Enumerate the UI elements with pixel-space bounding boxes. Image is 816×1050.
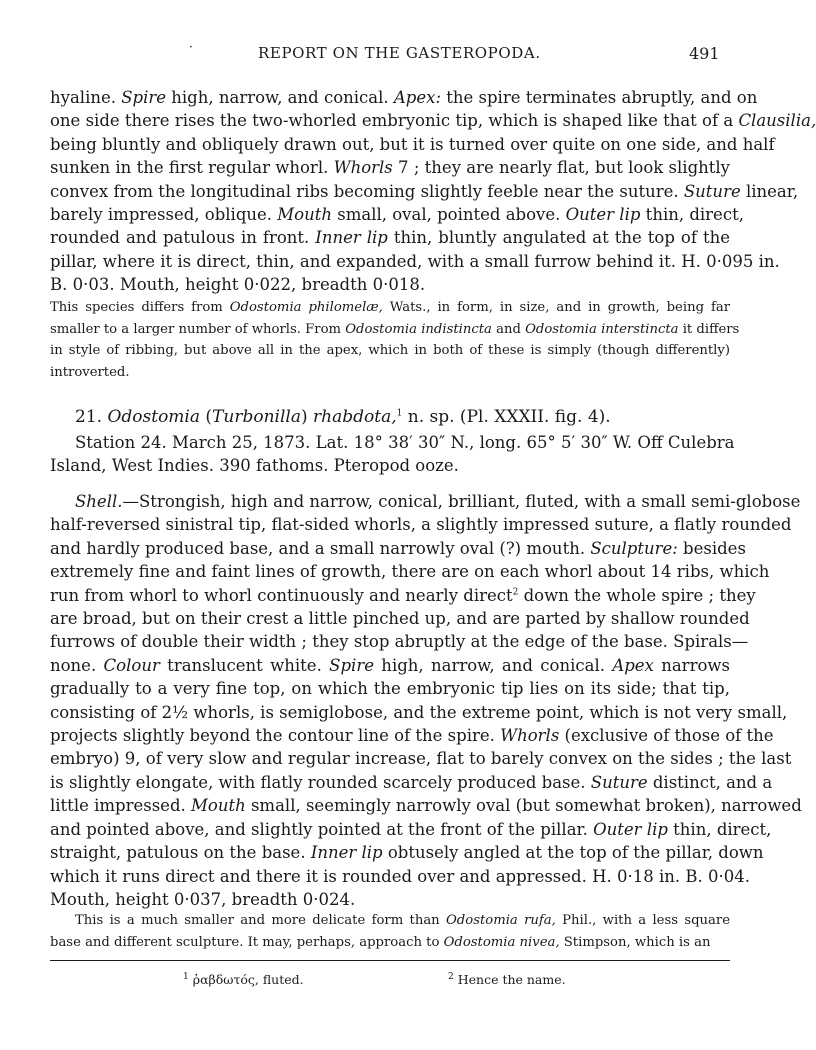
italic-run: Inner lip <box>315 228 388 248</box>
text-line <box>50 454 730 477</box>
text-run: Stimpson, which is an <box>559 934 711 950</box>
text-run: besides <box>677 538 746 558</box>
text-run: Station 24. March 25, 1873. Lat. 18° 38′ 30″ N., long. 65° 5′ 30″ W. Off Culebra <box>75 433 735 452</box>
text-line <box>50 654 730 677</box>
text-run: is slightly elongate, with flatly rounded scarcely produced base. <box>50 772 591 792</box>
comparison-note-2 <box>50 910 730 953</box>
text-run: hyaline. <box>50 88 122 107</box>
text-run: thin, direct, <box>667 819 772 839</box>
text-run: base and different sculpture. It may, perhaps, approach to <box>50 934 444 950</box>
text-run: half-reversed sinistral tip, flat-sided whorls, a slightly impressed suture, a flatly rounded <box>50 515 792 535</box>
text-line <box>50 888 730 911</box>
italic-run: Odostomia <box>107 407 200 427</box>
text-line <box>50 932 730 954</box>
text-run: down the whole spire ; they <box>518 585 756 605</box>
text-run: thin, bluntly angulated at the top of the <box>387 228 730 248</box>
text-run: and <box>491 321 526 337</box>
text-line <box>50 490 801 513</box>
text-line <box>50 584 756 607</box>
text-line <box>50 362 730 384</box>
text-run: thin, direct, <box>640 205 744 225</box>
text-run: convex from the longitudinal ribs becoming slightly feeble near the suture. <box>50 181 684 201</box>
text-run: consisting of 2½ whorls, is semiglobose, and the extreme point, which is not very small, <box>50 702 788 722</box>
text-run: translucent white. <box>159 655 330 675</box>
text-line <box>50 319 740 341</box>
footnote-ref: 2 <box>512 587 519 598</box>
italic-run: Whorls <box>500 726 560 746</box>
italic-run: Apex <box>612 655 654 675</box>
text-line <box>50 109 816 132</box>
text-run: projects slightly beyond the contour line of the spire. <box>50 726 501 746</box>
text-line <box>50 156 730 179</box>
footnote-ref: 1 <box>396 408 403 419</box>
italic-run: Mouth <box>191 796 246 816</box>
footnote-2 <box>448 972 566 987</box>
text-run: small, seemingly narrowly oval (but somewhat broken), narrowed <box>245 796 802 816</box>
text-run: and pointed above, and slightly pointed at the front of the pillar. <box>50 819 594 839</box>
italic-run: Inner lip <box>310 843 383 863</box>
italic-run: Odostomia nivea, <box>443 934 560 950</box>
text-line <box>50 226 730 249</box>
italic-run: Suture <box>590 772 648 792</box>
footnote-rule <box>50 960 730 961</box>
italic-run: Apex: <box>393 88 441 107</box>
text-line <box>50 818 772 841</box>
text-run: one side there rises the two-whorled embryonic tip, which is shaped like that of a <box>50 111 739 131</box>
text-line <box>75 406 730 429</box>
text-line <box>50 841 764 864</box>
text-run: in style of ribbing, but above all in the apex, which in both of these is simply (though differently) <box>50 343 730 358</box>
text-run: This species differs from <box>50 300 230 315</box>
text-run: high, narrow, and conical. <box>373 655 613 675</box>
text-line <box>50 133 775 156</box>
text-run: little impressed. <box>50 796 191 816</box>
italic-run: Clausilia, <box>738 111 816 131</box>
italic-run: Sculpture: <box>590 538 678 558</box>
text-run: distinct, and a <box>647 772 773 792</box>
text-run: high, narrow, and conical. <box>166 88 394 107</box>
text-run: linear, <box>740 181 799 201</box>
text-run: extremely fine and faint lines of growth, there are on each whorl about 14 ribs, which <box>50 562 770 582</box>
text-run: run from whorl to whorl continuously and nearly direct <box>50 585 513 605</box>
text-line <box>50 910 730 932</box>
italic-run: Shell. <box>75 492 123 511</box>
italic-run: Colour <box>103 655 160 675</box>
text-line <box>50 250 780 273</box>
text-run: and hardly produced base, and a small narrowly oval (?) mouth. <box>50 538 591 558</box>
page-number: 491 <box>689 44 720 63</box>
text-line <box>50 630 749 653</box>
text-run: small, oval, pointed above. <box>332 205 566 225</box>
text-line <box>50 747 792 770</box>
italic-run: Suture <box>683 181 741 201</box>
text-run: straight, patulous on the base. <box>50 843 311 863</box>
footnote-2-text: Hence the name. <box>457 972 566 987</box>
text-line <box>50 203 744 226</box>
text-run: ) <box>300 407 314 427</box>
text-line <box>50 431 735 454</box>
text-run: —Strongish, high and narrow, conical, brilliant, fluted, with a small semi-globose <box>122 492 801 511</box>
text-run: it differs <box>678 321 740 337</box>
shell-description <box>50 490 802 911</box>
text-run: none. <box>50 655 104 675</box>
text-run: ( <box>200 407 213 427</box>
text-run: n. sp. (Pl. XXXII. fig. 4). <box>402 407 611 427</box>
text-run: which it runs direct and there it is rounded over and appressed. H. 0·18 in. B. 0·04. <box>50 866 750 886</box>
text-run: Mouth, height 0·037, breadth 0·024. <box>50 889 356 909</box>
text-line <box>50 560 770 583</box>
italic-run: rhabdota, <box>313 407 397 427</box>
italic-run: Odostomia rufa, <box>446 913 556 928</box>
text-run: Phil., with a less square <box>555 913 730 928</box>
text-line <box>50 677 730 700</box>
footnote-1 <box>183 972 304 987</box>
text-run: sunken in the first regular whorl. <box>50 158 334 178</box>
text-line <box>50 701 788 724</box>
running-head: REPORT ON THE GASTEROPODA. <box>258 44 541 62</box>
italic-run: Odostomia indistincta <box>345 321 492 337</box>
text-run: barely impressed, oblique. <box>50 205 278 225</box>
text-run: narrows <box>653 655 730 675</box>
text-line <box>50 607 750 630</box>
description-paragraph <box>50 86 816 297</box>
text-line <box>50 794 802 817</box>
italic-run: Outer lip <box>593 819 668 839</box>
footnote-2-mark: 2 <box>448 971 454 982</box>
italic-run: Outer lip <box>565 205 641 225</box>
text-run: B. 0·03. Mouth, height 0·022, breadth 0·018. <box>50 275 426 295</box>
text-line <box>50 865 750 888</box>
text-run: pillar, where it is direct, thin, and expanded, with a small furrow behind it. H. 0·095 in. <box>50 251 780 271</box>
italic-run: Odostomia philomelæ, <box>229 300 383 315</box>
text-line <box>50 771 773 794</box>
text-line <box>50 273 730 296</box>
text-run: 7 ; they are nearly flat, but look slightly <box>392 158 730 178</box>
text-run: furrows of double their width ; they stop abruptly at the edge of the base. Spirals— <box>50 632 749 652</box>
station-paragraph <box>50 431 735 478</box>
page-dot: · <box>189 40 193 54</box>
species-heading <box>50 406 730 429</box>
text-run: embryo) 9, of very slow and regular increase, flat to barely convex on the sides ; the last <box>50 749 792 769</box>
text-line <box>50 537 746 560</box>
comparison-note <box>50 297 740 383</box>
text-line <box>50 86 758 109</box>
text-run: rounded and patulous in front. <box>50 228 316 248</box>
text-run: (exclusive of those of the <box>559 726 774 746</box>
text-run: the spire terminates abruptly, and on <box>441 88 758 107</box>
text-run: are broad, but on their crest a little pinched up, and are parted by shallow rounded <box>50 609 750 629</box>
text-line <box>50 180 799 203</box>
text-line <box>50 513 792 536</box>
text-run: obtusely angled at the top of the pillar, down <box>382 843 764 863</box>
text-run: being bluntly and obliquely drawn out, but it is turned over quite on one side, and half <box>50 134 775 154</box>
text-run: introverted. <box>50 364 130 380</box>
text-run: 21. <box>75 407 108 427</box>
text-run: smaller to a larger number of whorls. From <box>50 321 346 337</box>
italic-run: Spire <box>121 88 167 107</box>
italic-run: Whorls <box>333 158 393 178</box>
italic-run: Spire <box>329 655 374 675</box>
italic-run: Mouth <box>277 205 332 225</box>
text-run: This is a much smaller and more delicate form than <box>75 913 446 928</box>
text-run: Island, West Indies. 390 fathoms. Pteropod ooze. <box>50 456 459 476</box>
text-line <box>50 724 774 747</box>
text-line <box>50 340 730 362</box>
italic-run: Turbonilla <box>212 407 301 427</box>
text-run: gradually to a very fine top, on which the embryonic tip lies on its side; that tip, <box>50 679 730 699</box>
footnote-1-mark: 1 <box>183 971 189 982</box>
footnote-1-text: ῥαβδωτός, fluted. <box>192 972 304 987</box>
text-run: Wats., in form, in size, and in growth, being far <box>382 300 730 315</box>
text-line <box>50 297 730 319</box>
italic-run: Odostomia interstincta <box>525 321 679 337</box>
